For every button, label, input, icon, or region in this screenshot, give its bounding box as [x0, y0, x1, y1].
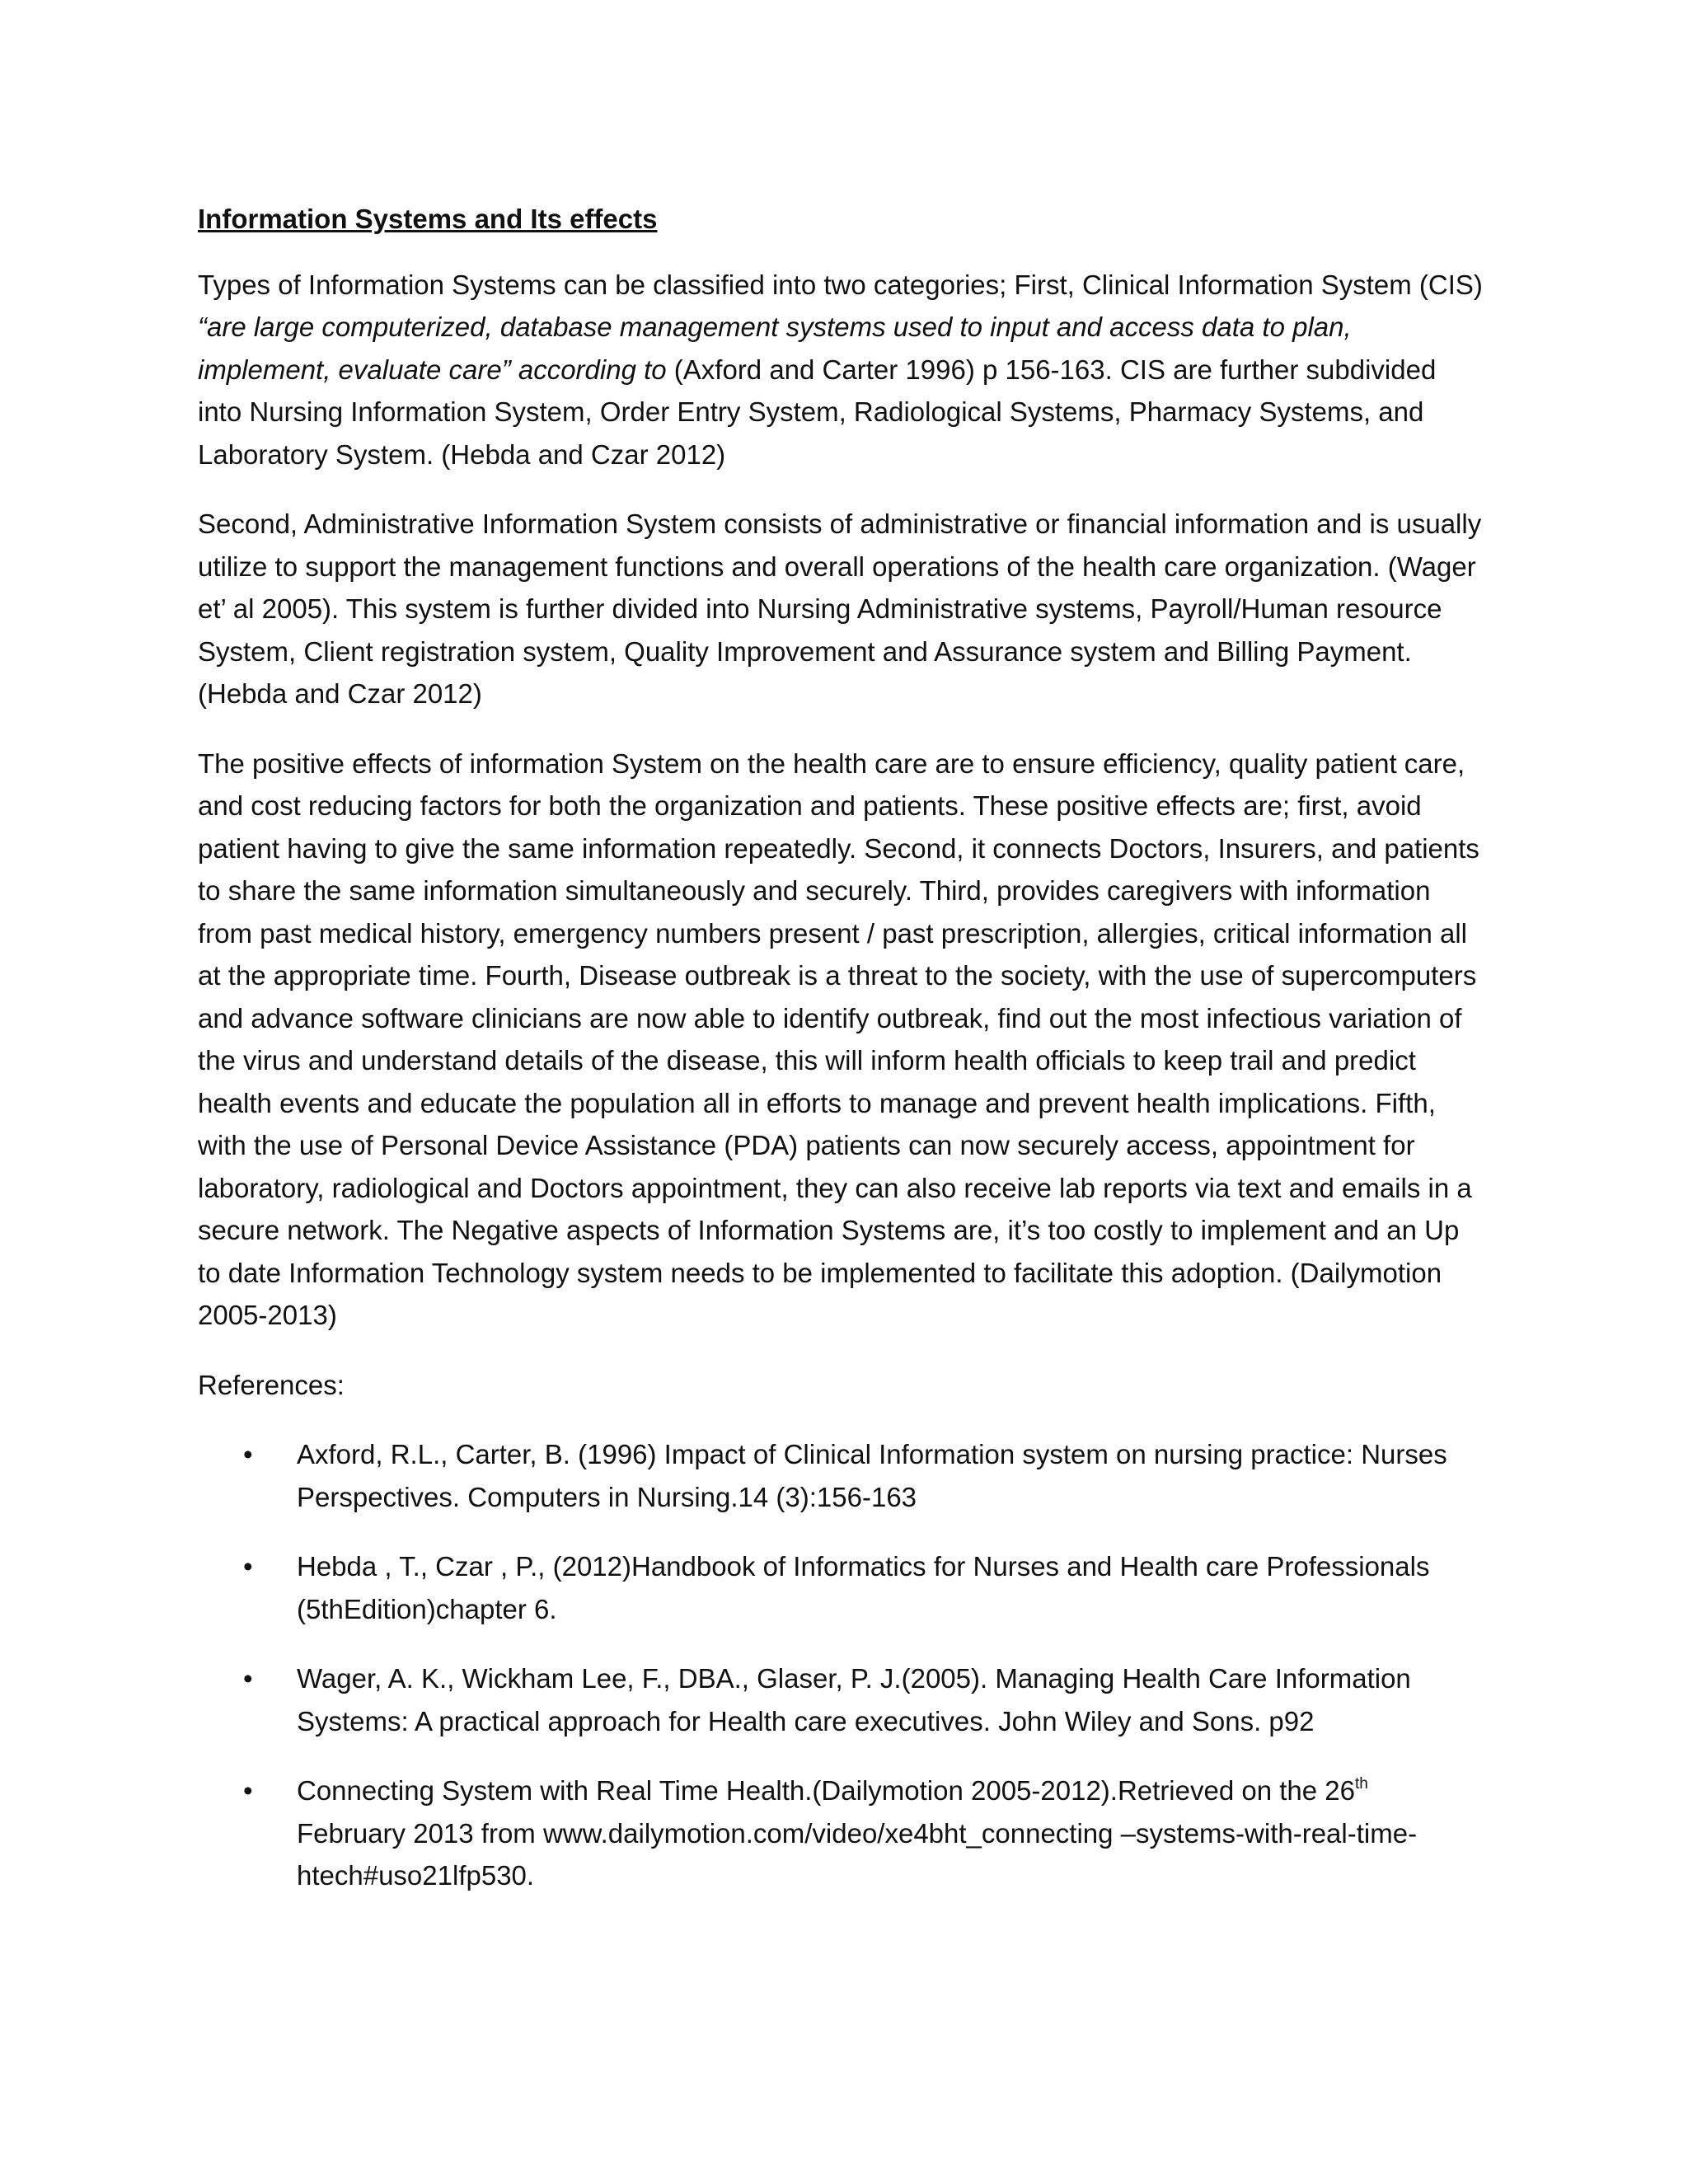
paragraph-1-lead: Types of Information Systems can be classified into two categories; First, Clinical Information System (CIS) — [198, 269, 1483, 300]
paragraph-clinical-systems — [198, 264, 1484, 476]
document-title: Information Systems and Its effects — [198, 204, 658, 234]
reference-text — [297, 1775, 1417, 1891]
reference-4-before: Connecting System with Real Time Health.(Dailymotion 2005-2012).Retrieved on the 26 — [297, 1775, 1355, 1806]
bullet-icon: • — [243, 1439, 253, 1469]
reference-item — [198, 1769, 1484, 1897]
bullet-icon: • — [243, 1663, 253, 1694]
reference-4-after: February 2013 from www.dailymotion.com/video/xe4bht_connecting –systems-with-real-time-htech#uso21lfp530. — [297, 1817, 1418, 1891]
reference-item — [198, 1657, 1484, 1742]
paragraph-1-quote: “are large computerized, database management systems used to input and access data to plan, implement, evaluate care” according to — [198, 312, 1352, 385]
reference-text: Axford, R.L., Carter, B. (1996) Impact of Clinical Information system on nursing practice: Nurses Perspectives. Computers in Nursing.14 (3):156-163 — [297, 1439, 1447, 1512]
references-heading: References: — [198, 1369, 345, 1400]
reference-4-superscript: th — [1355, 1775, 1368, 1793]
document-page — [198, 198, 1484, 1924]
paragraph-effects: The positive effects of information System on the health care are to ensure efficiency, quality patient care, and cost reducing factors for both the organization and patients. These positive effects are; first, avoid patient having to give the same information repeatedly. Second, it connects Doctors, Insurers, and patients to share the same information simultaneously and securely. Third, provides caregivers with information from past medical history, emergency numbers present / past prescription, allergies, critical information all at the appropriate time. Fourth, Disease outbreak is a threat to the society, with the use of supercomputers and advance software clinicians are now able to identify outbreak, find out the most infectious variation of the virus and understand details of the disease, this will inform health officials to keep trail and predict health events and educate the population all in efforts to manage and prevent health implications. Fifth, with the use of Personal Device Assistance (PDA) patients can now securely access, appointment for laboratory, radiological and Doctors appointment, they can also receive lab reports via text and emails in a secure network. The Negative aspects of Information Systems are, it’s too costly to implement and an Up to date Information Technology system needs to be implemented to facilitate this adoption. (Dailymotion 2005-2013) — [198, 748, 1479, 1330]
reference-text: Wager, A. K., Wickham Lee, F., DBA., Glaser, P. J.(2005). Managing Health Care Information Systems: A practical approach for Health care executives. John Wiley and Sons. p92 — [297, 1663, 1411, 1736]
reference-text: Hebda , T., Czar , P., (2012)Handbook of Informatics for Nurses and Health care Professionals (5thEdition)chapter 6. — [297, 1551, 1430, 1624]
references-list — [198, 1433, 1484, 1897]
reference-item — [198, 1433, 1484, 1518]
bullet-icon: • — [243, 1551, 253, 1582]
paragraph-1-tail: (Axford and Carter 1996) p 156-163. CIS are further subdivided into Nursing Information System, Order Entry System, Radiological Systems, Pharmacy Systems, and Laboratory System. (Hebda and Czar 2012) — [198, 354, 1437, 470]
paragraph-administrative-systems: Second, Administrative Information System consists of administrative or financial information and is usually utilize to support the management functions and overall operations of the health care organization. (Wager et’ al 2005). This system is further divided into Nursing Administrative systems, Payroll/Human resource System, Client registration system, Quality Improvement and Assurance system and Billing Payment. (Hebda and Czar 2012) — [198, 509, 1482, 709]
bullet-icon: • — [243, 1775, 253, 1806]
reference-item — [198, 1545, 1484, 1630]
